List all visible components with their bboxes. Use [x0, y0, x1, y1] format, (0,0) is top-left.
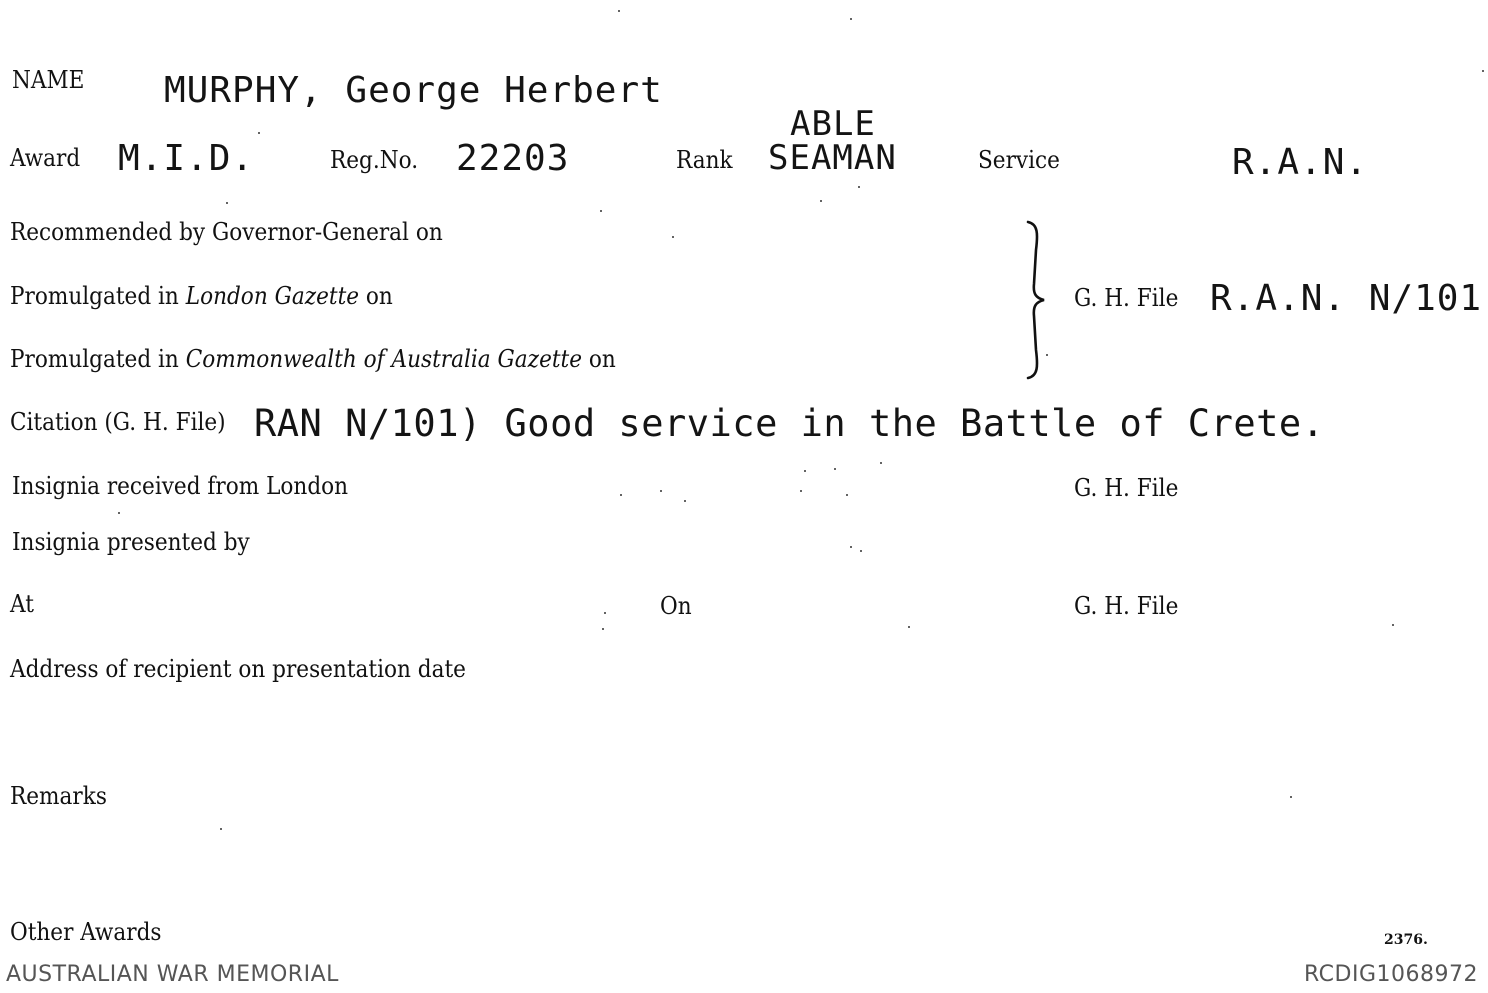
gh-file-label: G. H. File [1074, 284, 1179, 312]
service-value: R.A.N. [1232, 142, 1369, 183]
other-awards-label: Other Awards [10, 918, 162, 946]
at-ghfile-label: G. H. File [1074, 592, 1179, 620]
regno-value: 22203 [456, 138, 570, 179]
promulgated-cwlth-suffix: on [588, 345, 616, 373]
gh-file-value: R.A.N. N/101 [1210, 278, 1483, 319]
rank-value-line1: ABLE [790, 104, 876, 144]
promulgated-cwlth-prefix: Promulgated in [10, 345, 179, 373]
service-label: Service [978, 146, 1060, 174]
cwlth-gazette-text: Commonwealth of Australia Gazette [185, 345, 582, 373]
insignia-received-ghfile-label: G. H. File [1074, 474, 1179, 502]
promulgated-london-suffix: on [365, 282, 393, 310]
address-label: Address of recipient on presentation date [10, 655, 466, 683]
insignia-received-label: Insignia received from London [12, 472, 349, 500]
rank-value-line2: SEAMAN [768, 138, 897, 178]
on-label: On [660, 592, 692, 620]
name-label: NAME [12, 66, 85, 94]
recommended-label: Recommended by Governor-General on [10, 218, 443, 246]
promulgated-cwlth-line [10, 345, 616, 373]
curly-brace-icon [1010, 220, 1060, 380]
award-value: M.I.D. [118, 138, 255, 179]
name-value: MURPHY, George Herbert [164, 70, 663, 111]
insignia-presented-label: Insignia presented by [12, 528, 250, 556]
form-number: 2376. [1384, 932, 1428, 948]
footer-institution: AUSTRALIAN WAR MEMORIAL [6, 962, 339, 987]
citation-value: RAN N/101) Good service in the Battle of Crete. [254, 402, 1325, 445]
promulgated-london-prefix: Promulgated in [10, 282, 179, 310]
award-label: Award [10, 144, 81, 172]
citation-label: Citation (G. H. File) [10, 408, 226, 436]
at-label: At [10, 590, 34, 618]
regno-label: Reg.No. [330, 146, 419, 174]
rank-label: Rank [676, 146, 733, 174]
remarks-label: Remarks [10, 782, 107, 810]
promulgated-london-line [10, 282, 393, 310]
london-gazette-text: London Gazette [185, 282, 360, 310]
footer-record-id: RCDIG1068972 [1303, 962, 1478, 987]
